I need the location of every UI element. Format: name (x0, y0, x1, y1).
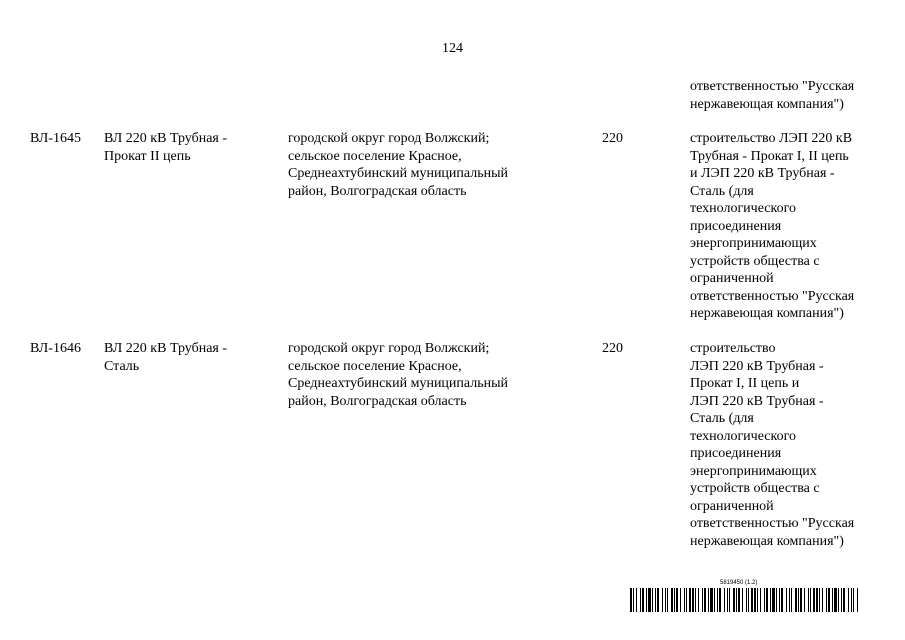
continued-purpose-text: ответственностью "Русская нержавеющая компания") (690, 79, 855, 112)
row-voltage: 220 (602, 341, 623, 356)
page-number: 124 (442, 41, 463, 56)
row-purpose: строительство ЛЭП 220 кВ Трубная - Прокат I, II цепь и ЛЭП 220 кВ Трубная - Сталь (для технологического присоединения энергопринимающих устройств общества с ограниченной ответственностью "Русская нержавеющая компания") (690, 341, 855, 549)
row-line-name: ВЛ 220 кВ Трубная - Сталь (104, 341, 228, 374)
row-purpose: строительство ЛЭП 220 кВ Трубная - Прокат I, II цепь и ЛЭП 220 кВ Трубная - Сталь (для технологического присоединения энергопринимающих устройств общества с ограниченной ответственностью "Русская нержавеющая компания") (690, 131, 855, 321)
row-code: ВЛ-1645 (30, 131, 81, 146)
row-code: ВЛ-1646 (30, 341, 81, 356)
barcode-label: 5819450 (1.2) (720, 580, 758, 586)
document-barcode (630, 580, 870, 614)
row-location: городской округ город Волжский; сельское поселение Красное, Среднеахтубинский муниципальный район, Волгоградская область (288, 341, 509, 409)
barcode-icon (630, 588, 858, 612)
row-voltage: 220 (602, 131, 623, 146)
row-location: городской округ город Волжский; сельское поселение Красное, Среднеахтубинский муниципальный район, Волгоградская область (288, 131, 509, 199)
row-line-name: ВЛ 220 кВ Трубная - Прокат II цепь (104, 131, 228, 164)
